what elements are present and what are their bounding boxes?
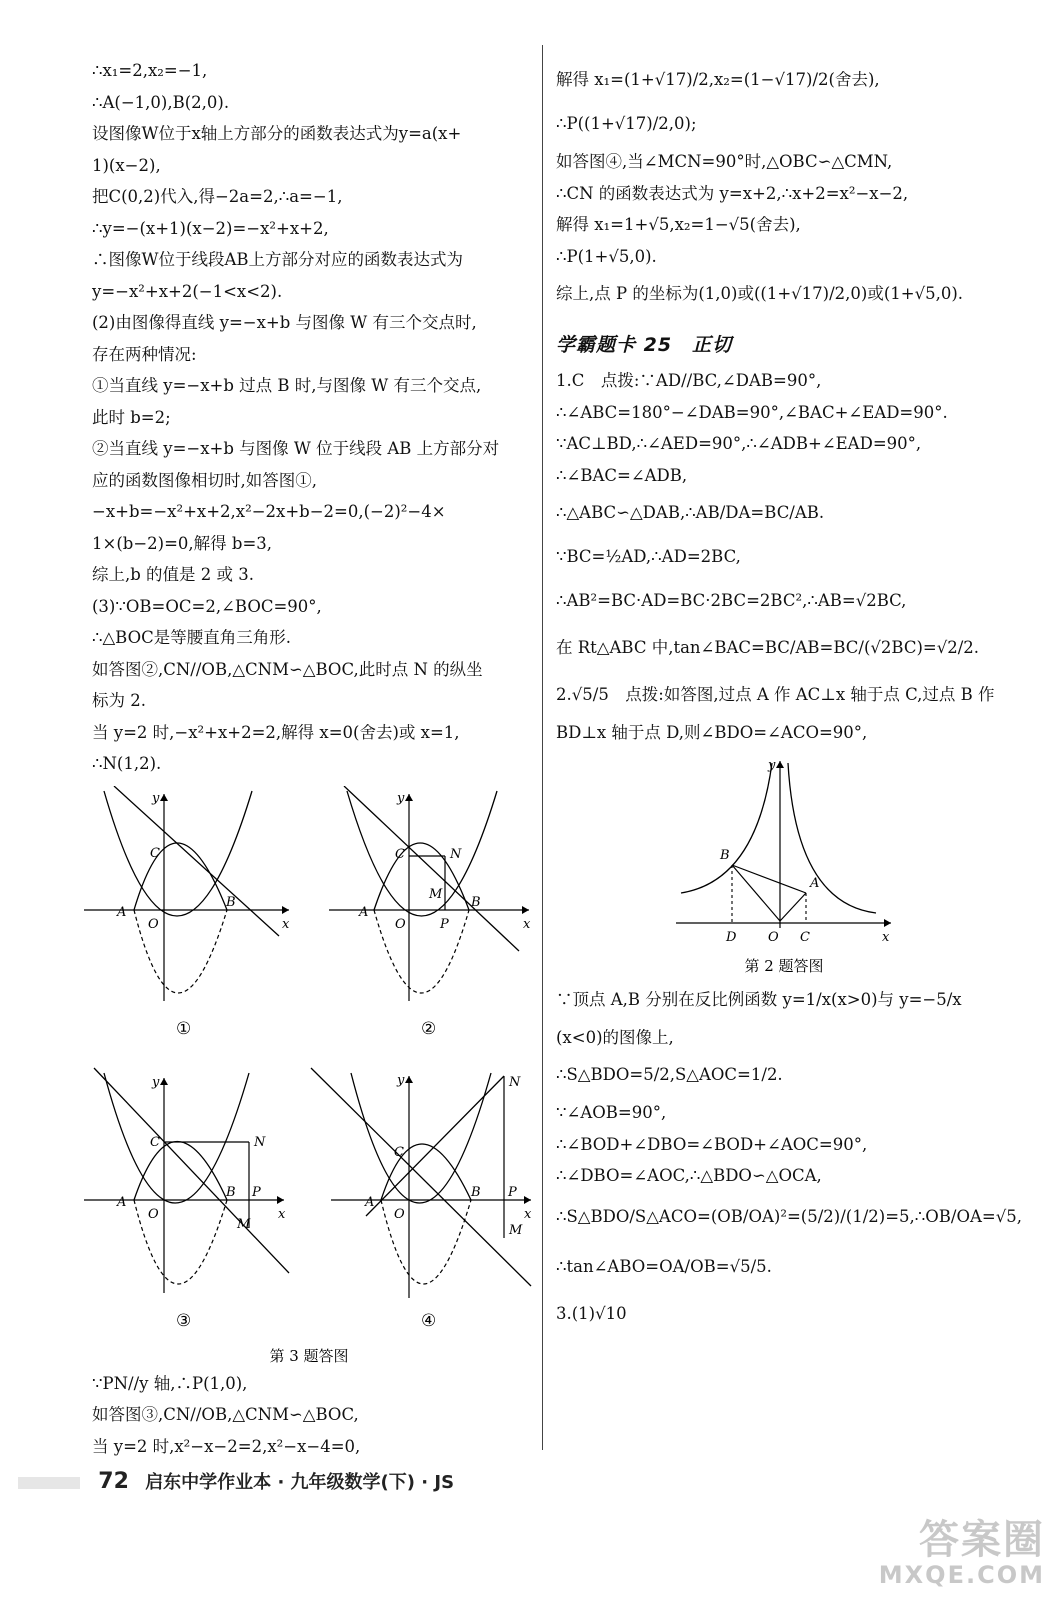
text-line: 在 Rt△ABC 中,tan∠BAC=BC/AB=BC/(√2BC)=√2/2. — [556, 638, 980, 657]
label-C: C — [395, 846, 405, 862]
text-line: ∵∠AOB=90°, — [556, 1103, 667, 1122]
footer-decor-bar — [18, 1477, 80, 1489]
label-O: O — [395, 916, 406, 932]
text-line: 当 y=2 时,x²−x−2=2,x²−x−4=0, — [92, 1436, 361, 1456]
figure-3 — [84, 1068, 289, 1331]
text-line: BD⊥x 轴于点 D,则∠BDO=∠ACO=90°, — [556, 723, 868, 742]
text-line: 设图像W位于x轴上方部分的函数表达式为y=a(x+ — [92, 124, 462, 143]
text-line: 综上,点 P 的坐标为(1,0)或((1+√17)/2,0)或(1+√5,0). — [556, 284, 964, 303]
label-B: B — [471, 1184, 481, 1200]
text-line: ①当直线 y=−x+b 过点 B 时,与图像 W 有三个交点, — [92, 376, 482, 395]
text-line: (x<0)的图像上, — [556, 1027, 674, 1047]
label-O: O — [394, 1206, 405, 1222]
label-A: A — [810, 875, 820, 891]
text-line: y=−x²+x+2(−1<x<2). — [92, 281, 283, 301]
text-line: 2.√5/5 点拨:如答图,过点 A 作 AC⊥x 轴于点 C,过点 B 作 — [556, 685, 995, 704]
figure-number: ③ — [176, 1310, 192, 1331]
label-M: M — [429, 886, 443, 902]
axis-x-label: x — [882, 929, 890, 945]
label-C: C — [394, 1144, 404, 1160]
book-title: 启东中学作业本 · 九年级数学(下) · JS — [145, 1472, 455, 1493]
text-line: 标为 2. — [92, 691, 146, 710]
text-line: −x+b=−x²+x+2,x²−2x+b−2=0,(−2)²−4× — [92, 502, 446, 521]
label-N: N — [450, 846, 462, 862]
text-line: 把C(0,2)代入,得−2a=2,∴a=−1, — [92, 187, 343, 206]
text-line: ∴图像W位于线段AB上方部分对应的函数表达式为 — [92, 250, 464, 269]
text-line: ∴A(−1,0),B(2,0). — [92, 92, 230, 112]
label-C: C — [150, 1134, 160, 1150]
label-B: B — [226, 894, 236, 910]
text-line: ∵PN//y 轴,∴P(1,0), — [92, 1373, 248, 1393]
label-C: C — [800, 929, 810, 945]
label-P: P — [440, 916, 449, 932]
text-line: ∴△ABC∽△DAB,∴AB/DA=BC/AB. — [556, 503, 825, 522]
text-line: ∴AB²=BC·AD=BC·2BC=2BC²,∴AB=√2BC, — [556, 591, 907, 610]
label-M: M — [237, 1216, 251, 1232]
label-P: P — [252, 1184, 261, 1200]
text-line: ∴∠BOD+∠DBO=∠BOD+∠AOC=90°, — [556, 1134, 868, 1154]
text-line: ∴N(1,2). — [92, 754, 162, 773]
label-A: A — [359, 904, 369, 920]
watermark — [879, 1508, 1045, 1589]
text-line: 如答图②,CN//OB,△CNM∽△BOC,此时点 N 的纵坐 — [92, 659, 483, 679]
axis-x-label: x — [523, 916, 531, 932]
label-A: A — [365, 1194, 375, 1210]
figure-4 — [311, 1068, 532, 1331]
text-line: ∴CN 的函数表达式为 y=x+2,∴x+2=x²−x−2, — [556, 183, 909, 203]
page-footer — [18, 1468, 454, 1494]
text-line: 此时 b=2; — [92, 407, 171, 427]
label-A: A — [117, 904, 127, 920]
label-N: N — [509, 1074, 521, 1090]
text-line: 1)(x−2), — [92, 155, 161, 175]
label-O: O — [768, 929, 779, 945]
label-D: D — [726, 929, 737, 945]
page-number: 72 — [98, 1469, 129, 1494]
text-line: 当 y=2 时,−x²+x+2=2,解得 x=0(舍去)或 x=1, — [92, 722, 460, 742]
left-column — [92, 55, 532, 1462]
text-line: 如答图③,CN//OB,△CNM∽△BOC, — [92, 1405, 359, 1424]
text-line: ∴P(1+√5,0). — [556, 246, 657, 266]
watermark-text: 答案圈 — [919, 1517, 1045, 1563]
label-B: B — [720, 847, 730, 863]
right-text-block-c — [556, 978, 1023, 1336]
label-B: B — [226, 1184, 236, 1200]
label-M: M — [509, 1222, 523, 1238]
text-line: 3.(1)√10 — [556, 1303, 627, 1323]
watermark-url: MXQE.COM — [878, 1561, 1045, 1589]
right-text-block-b — [556, 365, 1016, 749]
axis-y-label: y — [397, 790, 405, 806]
figure-2-answer-diagram — [556, 753, 1016, 978]
text-line: ∴tan∠ABO=OA/OB=√5/5. — [556, 1256, 772, 1276]
label-A: A — [117, 1194, 127, 1210]
label-N: N — [254, 1134, 266, 1150]
text-line: 解得 x₁=1+√5,x₂=1−√5(舍去), — [556, 215, 801, 234]
figure-3-caption: 第 3 题答图 — [269, 1346, 349, 1365]
text-line: 应的函数图像相切时,如答图①, — [92, 470, 317, 490]
left-text-block-a — [92, 55, 532, 780]
text-line: ∵顶点 A,B 分别在反比例函数 y=1/x(x>0)与 y=−5/x — [556, 989, 962, 1009]
text-line: ∴∠ABC=180°−∠DAB=90°,∠BAC+∠EAD=90°. — [556, 402, 948, 422]
text-line: ∴△BOC是等腰直角三角形. — [92, 628, 292, 647]
text-line: ∴S△BDO/S△ACO=(OB/OA)²=(5/2)/(1/2)=5,∴OB/OA=√5, — [556, 1206, 1023, 1226]
figure-number: ④ — [421, 1310, 437, 1331]
figure-number: ② — [421, 1018, 437, 1039]
text-line: ∴x₁=2,x₂=−1, — [92, 61, 208, 80]
section-title: 学霸题卡 25 正切 — [556, 334, 733, 356]
label-P: P — [508, 1184, 517, 1200]
label-O: O — [148, 1206, 159, 1222]
text-line: (3)∵OB=OC=2,∠BOC=90°, — [92, 596, 322, 616]
text-line: ∵BC=½AD,∴AD=2BC, — [556, 547, 741, 566]
text-line: ∴y=−(x+1)(x−2)=−x²+x+2, — [92, 218, 329, 238]
text-line: (2)由图像得直线 y=−x+b 与图像 W 有三个交点时, — [92, 313, 477, 332]
text-line: ∴∠DBO=∠AOC,∴△BDO∽△OCA, — [556, 1166, 822, 1185]
text-line: 存在两种情况: — [92, 344, 197, 364]
axis-y-label: y — [768, 757, 776, 773]
label-O: O — [148, 916, 159, 932]
label-B: B — [471, 894, 481, 910]
figure-1 — [84, 786, 290, 1039]
right-column — [556, 58, 1023, 1336]
text-line: ∴S△BDO=5/2,S△AOC=1/2. — [556, 1065, 783, 1084]
label-C: C — [150, 845, 160, 861]
text-line: 如答图④,当∠MCN=90°时,△OBC∽△CMN, — [556, 152, 893, 171]
text-line: 解得 x₁=(1+√17)/2,x₂=(1−√17)/2(舍去), — [556, 70, 880, 89]
text-line: ∴∠BAC=∠ADB, — [556, 465, 688, 485]
figure-2-caption: 第 2 题答图 — [744, 956, 824, 975]
text-line: 综上,b 的值是 2 或 3. — [92, 565, 255, 584]
text-line: ∵AC⊥BD,∴∠AED=90°,∴∠ADB+∠EAD=90°, — [556, 434, 922, 453]
text-line: 1×(b−2)=0,解得 b=3, — [92, 533, 273, 553]
axis-y-label: y — [152, 1074, 160, 1090]
figure-number: ① — [176, 1018, 192, 1039]
text-line: 1.C 点拨:∵AD//BC,∠DAB=90°, — [556, 371, 822, 390]
figure-2 — [329, 786, 531, 1039]
figure-3-answer-diagrams — [84, 786, 534, 1366]
text-line: ②当直线 y=−x+b 与图像 W 位于线段 AB 上方部分对 — [92, 439, 500, 458]
left-text-block-b — [92, 1368, 532, 1463]
axis-x-label: x — [524, 1206, 532, 1222]
column-divider — [542, 45, 543, 1450]
axis-y-label: y — [152, 790, 160, 806]
axis-y-label: y — [397, 1072, 405, 1088]
text-line: ∴P((1+√17)/2,0); — [556, 114, 697, 133]
right-text-block-a — [556, 58, 1016, 316]
axis-x-label: x — [278, 1206, 286, 1222]
axis-x-label: x — [282, 916, 290, 932]
